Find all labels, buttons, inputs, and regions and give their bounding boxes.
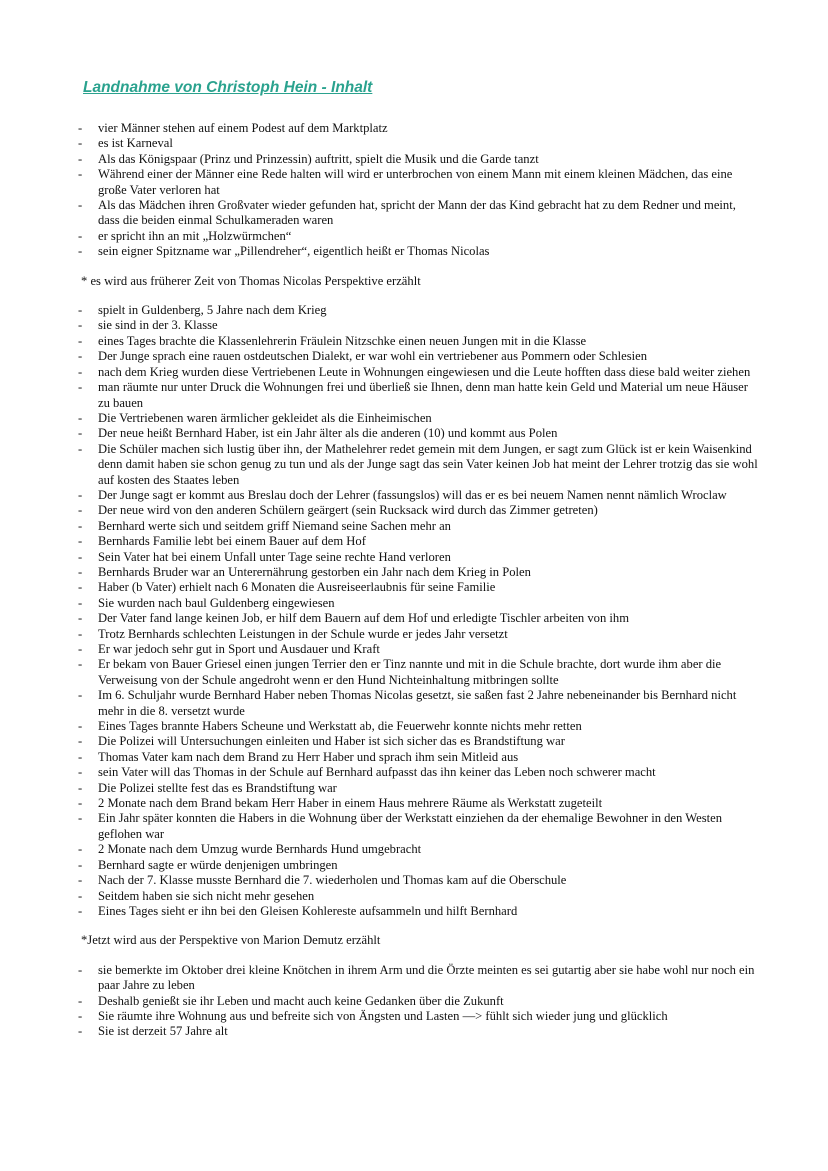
bullet-dash: -: [78, 993, 83, 1008]
bullet-dash: -: [78, 626, 83, 641]
list-item-text: Eines Tages sieht er ihn bei den Gleisen Kohlereste aufsammeln und hilft Bernhard: [98, 903, 518, 918]
list-item-text: man räumte nur unter Druck die Wohnungen frei und überließ sie Ihnen, denn man hatte kein Geld und Material um neue Häuser zu bauen: [98, 380, 748, 410]
list-item: [78, 734, 758, 749]
list-item: [78, 781, 758, 796]
list-item-text: eines Tages brachte die Klassenlehrerin Fräulein Nitzschke einen neuen Jungen mit in die Klasse: [98, 333, 587, 348]
list-item-text: Er war jedoch sehr gut in Sport und Ausdauer und Kraft: [98, 642, 380, 656]
bullet-dash: -: [78, 765, 83, 780]
list-item-text: Seitdem haben sie sich nicht mehr gesehen: [98, 888, 315, 903]
bullet-dash: -: [78, 487, 83, 502]
list-item: [78, 244, 758, 259]
bullet-dash: -: [78, 962, 83, 977]
list-item: [78, 349, 758, 364]
bullet-dash: -: [78, 426, 83, 441]
bullet-dash: -: [78, 580, 83, 595]
bullet-dash: -: [78, 564, 83, 579]
list-item: [78, 550, 758, 565]
bullet-dash: -: [78, 364, 83, 379]
list-item: [78, 411, 758, 426]
bullet-dash: -: [78, 333, 83, 348]
list-item-text: vier Männer stehen auf einem Podest auf dem Marktplatz: [98, 121, 388, 135]
list-item: [78, 198, 758, 229]
bullet-dash: -: [78, 349, 83, 364]
bullet-dash: -: [78, 503, 83, 518]
bullet-dash: -: [78, 136, 83, 151]
bullet-dash: -: [78, 749, 83, 764]
list-item: [78, 229, 758, 244]
list-item-text: Haber (b Vater) erhielt nach 6 Monaten die Ausreiseerlaubnis für seine Familie: [98, 580, 496, 595]
list-item-text: sein Vater will das Thomas in der Schule auf Bernhard aufpasst das ihn keiner das Leben noch schwerer macht: [98, 765, 656, 780]
list-item-text: Der Vater fand lange keinen Job, er hilf dem Bauern auf dem Hof und erledigte Tischler arbeiten von ihm: [98, 611, 629, 626]
bullet-dash: -: [78, 611, 83, 626]
list-item: [78, 488, 758, 503]
list-item: [78, 442, 758, 488]
list-item-text: spielt in Guldenberg, 5 Jahre nach dem Krieg: [98, 303, 327, 318]
list-item: [78, 719, 758, 734]
list-item-text: Als das Mädchen ihren Großvater wieder gefunden hat, spricht der Mann der das Kind gebracht hat zu dem Redner und meint, dass die beiden einmal Schulkameraden waren: [98, 198, 736, 228]
list-item: [78, 842, 758, 857]
list-item-text: sie sind in der 3. Klasse: [98, 318, 218, 333]
list-item: [78, 152, 758, 167]
list-item: [78, 167, 758, 198]
bullet-dash: -: [78, 151, 83, 166]
bullet-dash: -: [78, 595, 83, 610]
bullet-dash: -: [78, 903, 83, 918]
bullet-dash: -: [78, 857, 83, 872]
list-item-text: Sein Vater hat bei einem Unfall unter Tage seine rechte Hand verloren: [98, 549, 451, 564]
bullet-dash: -: [78, 198, 83, 213]
list-item: [78, 642, 758, 657]
bullet-dash: -: [78, 534, 83, 549]
bullet-dash: -: [78, 228, 83, 243]
list-item-text: Die Polizei will Untersuchungen einleiten und Haber ist sich sicher das es Brandstiftung war: [98, 734, 565, 749]
list-item-text: Er bekam von Bauer Griesel einen jungen Terrier den er Tinz nannte und mit in die Schule brachte, dort wurde ihm aber die Verweisung von der Schule angedroht wenn er den Hund Nichteinhaltung mitbringen sollte: [98, 657, 722, 687]
list-item-text: er spricht ihn an mit „Holzwürmchen“: [98, 228, 292, 243]
list-item: [78, 904, 758, 919]
list-item-text: Sie ist derzeit 57 Jahre alt: [98, 1024, 228, 1039]
list-item: [78, 889, 758, 904]
perspective-note-2: *Jetzt wird aus der Perspektive von Marion Demutz erzählt: [81, 933, 381, 948]
bullet-dash: -: [78, 873, 83, 888]
list-item: [78, 318, 758, 333]
bullet-dash: -: [78, 811, 83, 826]
list-item-text: Als das Königspaar (Prinz und Prinzessin) auftritt, spielt die Musik und die Garde tanzt: [98, 151, 539, 166]
bullet-dash: -: [78, 121, 83, 135]
list-item-text: Ein Jahr später konnten die Habers in die Wohnung über der Werkstatt einziehen da der ehemalige Bewohner in den Westen geflohen war: [98, 811, 722, 841]
list-item: [78, 365, 758, 380]
list-item-text: Thomas Vater kam nach dem Brand zu Herr Haber und sprach ihm sein Mitleid aus: [98, 749, 519, 764]
list-item: [78, 688, 758, 719]
list-item-text: es ist Karneval: [98, 136, 173, 151]
list-item-text: Die Schüler machen sich lustig über ihn, der Mathelehrer redet gemein mit dem Jungen, er sagt zum Glück ist er kein Waisenkind denn damit haben sie schon genug zu tun und als der Junge sagt das sein Vater keinen Job hat meint der Lehrer trotzig das sie wohl auf kosten des Staates leben: [98, 441, 758, 487]
list-item-text: Der Junge sprach eine rauen ostdeutschen Dialekt, er war wohl ein vertriebener aus Pommern oder Schlesien: [98, 349, 648, 364]
bullet-dash: -: [78, 888, 83, 903]
bullet-dash: -: [78, 318, 83, 333]
bullet-dash: -: [78, 518, 83, 533]
bullet-dash: -: [78, 549, 83, 564]
list-item-text: Die Vertriebenen waren ärmlicher gekleidet als die Einheimischen: [98, 410, 432, 425]
list-item-text: Eines Tages brannte Habers Scheune und Werkstatt ab, die Feuerwehr konnte nichts mehr retten: [98, 719, 582, 734]
bullet-dash: -: [78, 244, 83, 259]
bullet-dash: -: [78, 1024, 83, 1039]
list-item: [78, 565, 758, 580]
section-3-list: [78, 963, 758, 1040]
list-item: [78, 121, 388, 136]
list-item: [78, 873, 758, 888]
list-item: [78, 334, 758, 349]
bullet-dash: -: [78, 1008, 83, 1023]
list-item-text: Der neue wird von den anderen Schülern geärgert (sein Rucksack wird durch das Zimmer getreten): [98, 503, 598, 518]
list-item-text: Im 6. Schuljahr wurde Bernhard Haber neben Thomas Nicolas gesetzt, sie saßen fast 2 Jahre nebeneinander bis Bernhard nicht mehr in die 8. versetzt wurde: [98, 688, 737, 718]
list-item-text: 2 Monate nach dem Umzug wurde Bernhards Hund umgebracht: [98, 842, 422, 857]
bullet-dash: -: [78, 796, 83, 811]
list-item: [78, 657, 758, 688]
bullet-dash: -: [78, 167, 83, 182]
bullet-dash: -: [78, 734, 83, 749]
list-item: [78, 596, 758, 611]
bullet-dash: -: [78, 410, 83, 425]
bullet-dash: -: [78, 441, 83, 456]
list-item-text: Bernhards Familie lebt bei einem Bauer auf dem Hof: [98, 534, 366, 549]
list-item: [78, 1009, 758, 1024]
list-item-text: Während einer der Männer eine Rede halten will wird er unterbrochen von einem Mann mit einem kleinen Mädchen, das eine große Vater verloren hat: [98, 167, 733, 197]
list-item-text: Bernhards Bruder war an Unterernährung gestorben ein Jahr nach dem Krieg in Polen: [98, 564, 531, 579]
list-item-text: 2 Monate nach dem Brand bekam Herr Haber in einem Haus mehrere Räume als Werkstatt zugeteilt: [98, 796, 603, 811]
list-item: [78, 627, 758, 642]
list-item-text: Der neue heißt Bernhard Haber, ist ein Jahr älter als die anderen (10) und kommt aus Polen: [98, 426, 558, 441]
document-body: [78, 121, 758, 1040]
list-item-text: nach dem Krieg wurden diese Vertriebenen Leute in Wohnungen eingewiesen und die Leute hofften dass diese bald weiter ziehen: [98, 364, 751, 379]
list-item: [78, 811, 758, 842]
list-item-text: Deshalb genießt sie ihr Leben und macht auch keine Gedanken über die Zukunft: [98, 993, 504, 1008]
list-item: [78, 534, 758, 549]
list-item-text: Nach der 7. Klasse musste Bernhard die 7. wiederholen und Thomas kam auf die Oberschule: [98, 873, 567, 888]
list-item-text: Die Polizei stellte fest das es Brandstiftung war: [98, 780, 337, 795]
list-item: [78, 611, 758, 626]
perspective-note-1: * es wird aus früherer Zeit von Thomas Nicolas Perspektive erzählt: [81, 273, 421, 288]
list-item: [78, 380, 758, 411]
list-item-text: sie bemerkte im Oktober drei kleine Knötchen in ihrem Arm und die Örzte meinten es sei gutartig aber sie habe wohl nur noch ein paar Jahre zu leben: [98, 962, 755, 993]
list-item-text: Der Junge sagt er kommt aus Breslau doch der Lehrer (fassungslos) will das er es bei neuem Namen nennt nämlich Wroclaw: [98, 487, 727, 502]
section-2-list: [78, 303, 758, 919]
list-item: [78, 136, 758, 151]
list-item: [78, 765, 758, 780]
bullet-dash: -: [78, 303, 83, 318]
list-item: [78, 503, 758, 518]
list-item: [78, 303, 758, 318]
list-item: [78, 994, 758, 1009]
bullet-dash: -: [78, 719, 83, 734]
section-1-list: [78, 121, 758, 260]
list-item-text: sein eigner Spitzname war „Pillendreher“, eigentlich heißt er Thomas Nicolas: [98, 244, 490, 259]
document-title: Landnahme von Christoph Hein - Inhalt: [83, 79, 373, 96]
list-item: [78, 963, 758, 994]
list-item: [78, 796, 758, 811]
list-item: [78, 519, 758, 534]
list-item-text: Sie räumte ihre Wohnung aus und befreite sich von Ängsten und Lasten —> fühlt sich wieder jung und glücklich: [98, 1008, 668, 1023]
bullet-dash: -: [78, 842, 83, 857]
bullet-dash: -: [78, 780, 83, 795]
list-item-text: Sie wurden nach baul Guldenberg eingewiesen: [98, 595, 335, 610]
bullet-dash: -: [78, 642, 83, 656]
list-item-text: Bernhard werte sich und seitdem griff Niemand seine Sachen mehr an: [98, 518, 451, 533]
list-item: [78, 750, 758, 765]
list-item: [78, 580, 758, 595]
bullet-dash: -: [78, 380, 83, 395]
bullet-dash: -: [78, 657, 83, 672]
list-item-text: Bernhard sagte er würde denjenigen umbringen: [98, 857, 338, 872]
bullet-dash: -: [78, 688, 83, 703]
list-item: [78, 858, 758, 873]
list-item: [78, 426, 758, 441]
list-item-text: Trotz Bernhards schlechten Leistungen in der Schule wurde er jedes Jahr versetzt: [98, 626, 508, 641]
list-item: [78, 1024, 758, 1039]
